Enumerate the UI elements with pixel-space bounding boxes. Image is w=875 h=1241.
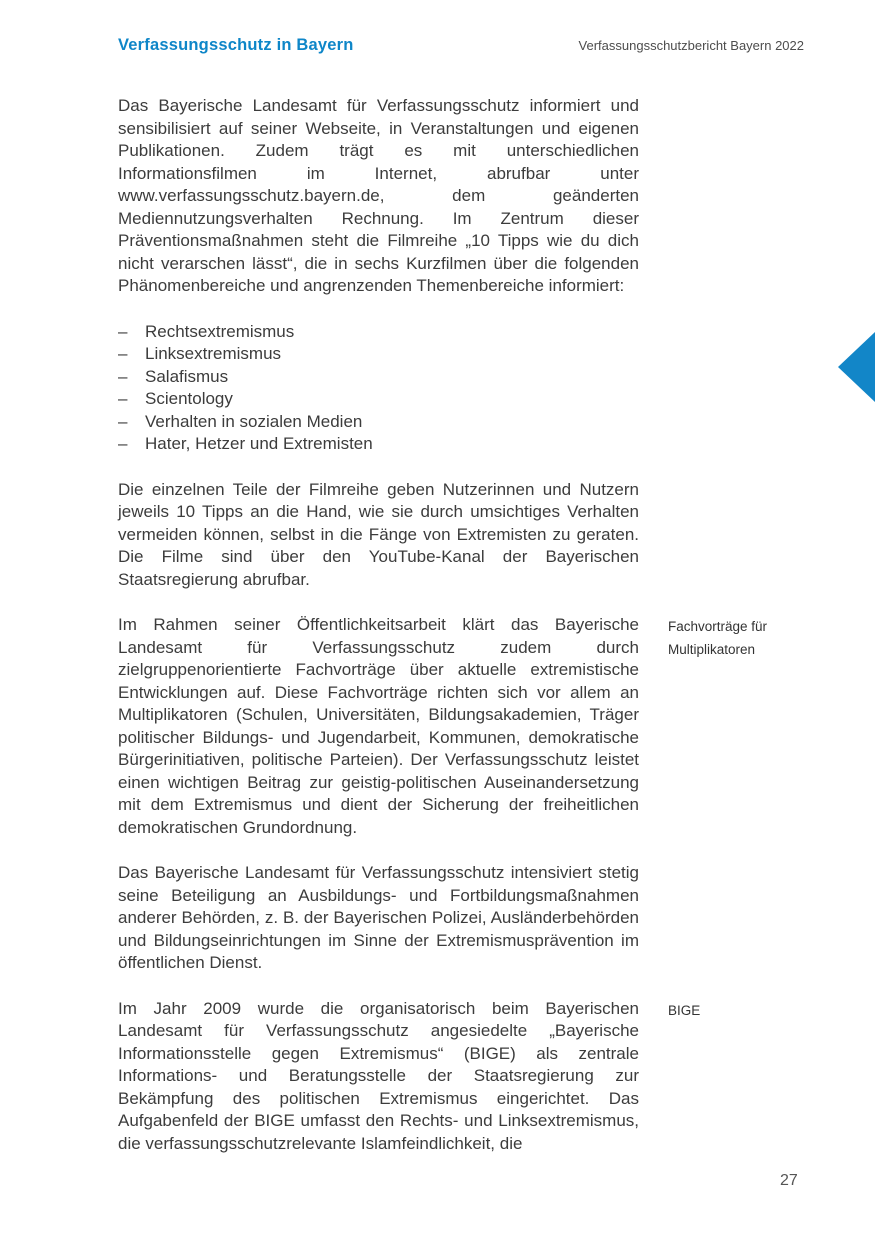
chapter-edge-marker-icon xyxy=(838,332,875,402)
list-item xyxy=(118,343,639,366)
report-title: Verfassungsschutzbericht Bayern 2022 xyxy=(578,38,804,53)
list-item xyxy=(118,321,639,344)
list-item xyxy=(118,433,639,456)
list-item xyxy=(118,411,639,434)
paragraph-filmreihe: Die einzelnen Teile der Filmreihe geben Nutzerinnen und Nutzern jeweils 10 Tipps an die Hand, wie sie durch umsichtiges Verhalten vermeiden können, selbst in die Fänge von Extremisten zu geraten. Die Filme sind über den YouTube-Kanal der Bayerischen Staatsregierung abrufbar. xyxy=(118,479,639,589)
paragraph-block-bige xyxy=(118,998,701,1156)
list-item-label: Hater, Hetzer und Extremisten xyxy=(145,434,373,453)
paragraph-fortbildung: Das Bayerische Landesamt für Verfassungsschutz intensiviert stetig seine Beteiligung an Ausbildungs- und Fortbildungsmaßnahmen anderer Behörden, z. B. der Bayerischen Polizei, Ausländerbehörden und Bildungseinrichtungen im Sinne der Extremismusprävention im öffentlichen Dienst. xyxy=(118,863,639,972)
list-item-label: Linksextremismus xyxy=(145,344,282,363)
list-dash: – xyxy=(118,321,128,341)
list-item-label: Salafismus xyxy=(145,366,229,386)
list-item xyxy=(118,366,639,389)
page-header xyxy=(118,36,804,55)
margin-note-bige: BIGE xyxy=(668,1002,701,1018)
list-dash: – xyxy=(118,411,128,431)
paragraph-praevention: Das Bayerische Landesamt für Verfassungsschutz informiert und sensibilisiert auf seiner Webseite, in Veranstaltungen und eigenen Publikationen. Zudem trägt es mit unterschiedlichen Informationsfilmen im Internet, abrufbar unter www.verfassungsschutz.bayern.de, dem geänderten Mediennutzungsverhalten Rechnung. Im Zentrum dieser Präventionsmaßnahmen steht die Filmreihe „10 Tipps wie du dich nicht verarschen lässt“, die in sechs Kurzfilmen über die folgenden Phänomenbereiche und angrenzenden Themenbereiche informiert: xyxy=(118,96,639,295)
margin-note-fachvortraege: Fachvorträge für Multiplikatoren xyxy=(668,619,768,657)
list-item-label: Scientology xyxy=(145,389,233,408)
list-dash: – xyxy=(118,389,128,408)
section-title: Verfassungsschutz in Bayern xyxy=(118,36,354,54)
body-text-column xyxy=(118,95,768,1178)
list-dash: – xyxy=(118,344,128,363)
list-item xyxy=(118,388,639,411)
list-item-label: Rechtsextremismus xyxy=(145,321,295,341)
paragraph-bige: Im Jahr 2009 wurde die organisatorisch beim Bayerischen Landesamt für Verfassungsschutz angesiedelte „Bayerische Informationsstelle gegen Extremismus“ (BIGE) als zentrale Informations- und Beratungsstelle der Staatsregierung zur Bekämpfung des politischen Extremismus eingerichtet. Das Aufgabenfeld der BIGE umfasst den Rechts- und Linksextremismus, die verfassungsschutzrelevante Islamfeindlichkeit, die xyxy=(118,998,639,1153)
film-topic-list xyxy=(118,321,639,456)
page-number: 27 xyxy=(780,1172,798,1189)
list-dash: – xyxy=(118,434,128,453)
list-item-label: Verhalten in sozialen Medien xyxy=(145,411,363,431)
paragraph-block-fachvortraege xyxy=(118,614,768,839)
list-dash: – xyxy=(118,366,128,386)
paragraph-fachvortraege: Im Rahmen seiner Öffentlichkeitsarbeit klärt das Bayerische Landesamt für Verfassungsschutz zudem durch zielgruppenorientierte Fachvorträge über aktuelle extremistische Entwicklungen auf. Diese Fachvorträge richten sich vor allem an Multiplikatoren (Schulen, Universitäten, Bildungsakademien, Träger politischer Bildungs- und Jugendarbeit, Kommunen, demokratische Bürgerinitiativen, politische Parteien). Der Verfassungsschutz leistet einen wichtigen Beitrag zur geistig-politischen Auseinandersetzung mit dem Extremismus und dient der Sicherung der freiheitlichen demokratischen Grundordnung. xyxy=(118,615,639,837)
